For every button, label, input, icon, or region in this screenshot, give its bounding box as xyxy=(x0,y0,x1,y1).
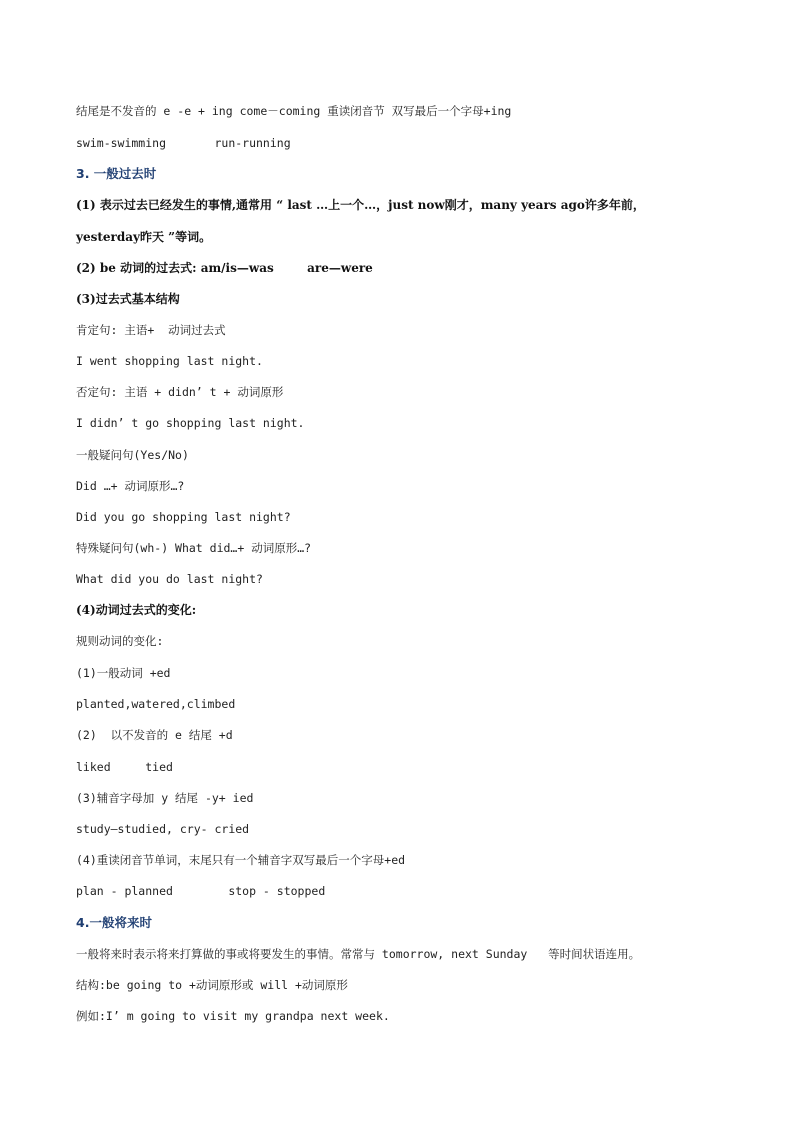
text-line-affirmative-example: I went shopping last night. xyxy=(76,354,263,368)
text-line-affirmative: 肯定句: 主语+ 动词过去式 xyxy=(76,323,226,337)
text-line-rule-ied: (3)辅音字母加 y 结尾 -y+ ied xyxy=(76,791,254,805)
text-line-rule-d: (2) 以不发音的 e 结尾 +d xyxy=(76,728,233,742)
text-line-rule-d-examples: liked tied xyxy=(76,760,173,774)
text-line-rule-ied-examples: study—studied, cry- cried xyxy=(76,822,250,836)
text-line-future-structure: 结构:be going to +动词原形或 will +动词原形 xyxy=(76,978,348,992)
section-heading-past-tense: 3. 一般过去时 xyxy=(76,166,157,181)
text-line-wh-question: 特殊疑问句(wh-) What did…+ 动词原形…? xyxy=(76,541,312,555)
text-line-ing-rule: 结尾是不发音的 e -e + ing come－coming 重读闭音节 双写最后一个字母+ing xyxy=(76,104,512,118)
subheading-past-structure: (3)过去式基本结构 xyxy=(76,292,180,306)
text-line-rule-ed-examples: planted,watered,climbed xyxy=(76,697,236,711)
text-line-be-past-forms: (2) be 动词的过去式: am/is—was are—were xyxy=(76,261,373,275)
text-line-wh-example: What did you do last night? xyxy=(76,572,263,586)
text-line-did-example: Did you go shopping last night? xyxy=(76,510,291,524)
text-line-future-usage: 一般将来时表示将来打算做的事或将要发生的事情。常常与 tomorrow, next Sunday 等时间状语连用。 xyxy=(76,947,641,961)
section-heading-future-tense: 4.一般将来时 xyxy=(76,915,152,930)
text-line-rule-ed: (1)一般动词 +ed xyxy=(76,666,171,680)
text-line-rule-double-examples: plan - planned stop - stopped xyxy=(76,884,326,898)
text-line-ing-examples: swim-swimming run-running xyxy=(76,136,291,150)
subheading-past-changes: (4)动词过去式的变化: xyxy=(76,603,197,617)
text-line-regular-verbs: 规则动词的变化: xyxy=(76,634,164,648)
text-line-yes-no-question: 一般疑问句(Yes/No) xyxy=(76,448,189,462)
text-line-negative-example: I didn’ t go shopping last night. xyxy=(76,416,305,430)
text-line-past-usage-cont: yesterday昨天 ”等词。 xyxy=(76,230,212,244)
text-line-negative: 否定句: 主语 + didn’ t + 动词原形 xyxy=(76,385,284,399)
text-line-past-usage: (1) 表示过去已经发生的事情,通常用 “ last …上一个…，just now刚才，many years ago许多年前， xyxy=(76,198,645,212)
text-line-rule-double: (4)重读闭音节单词，末尾只有一个辅音字双写最后一个字母+ed xyxy=(76,853,406,867)
text-line-did-structure: Did …+ 动词原形…? xyxy=(76,479,185,493)
text-line-future-example: 例如:I’ m going to visit my grandpa next week. xyxy=(76,1009,390,1023)
